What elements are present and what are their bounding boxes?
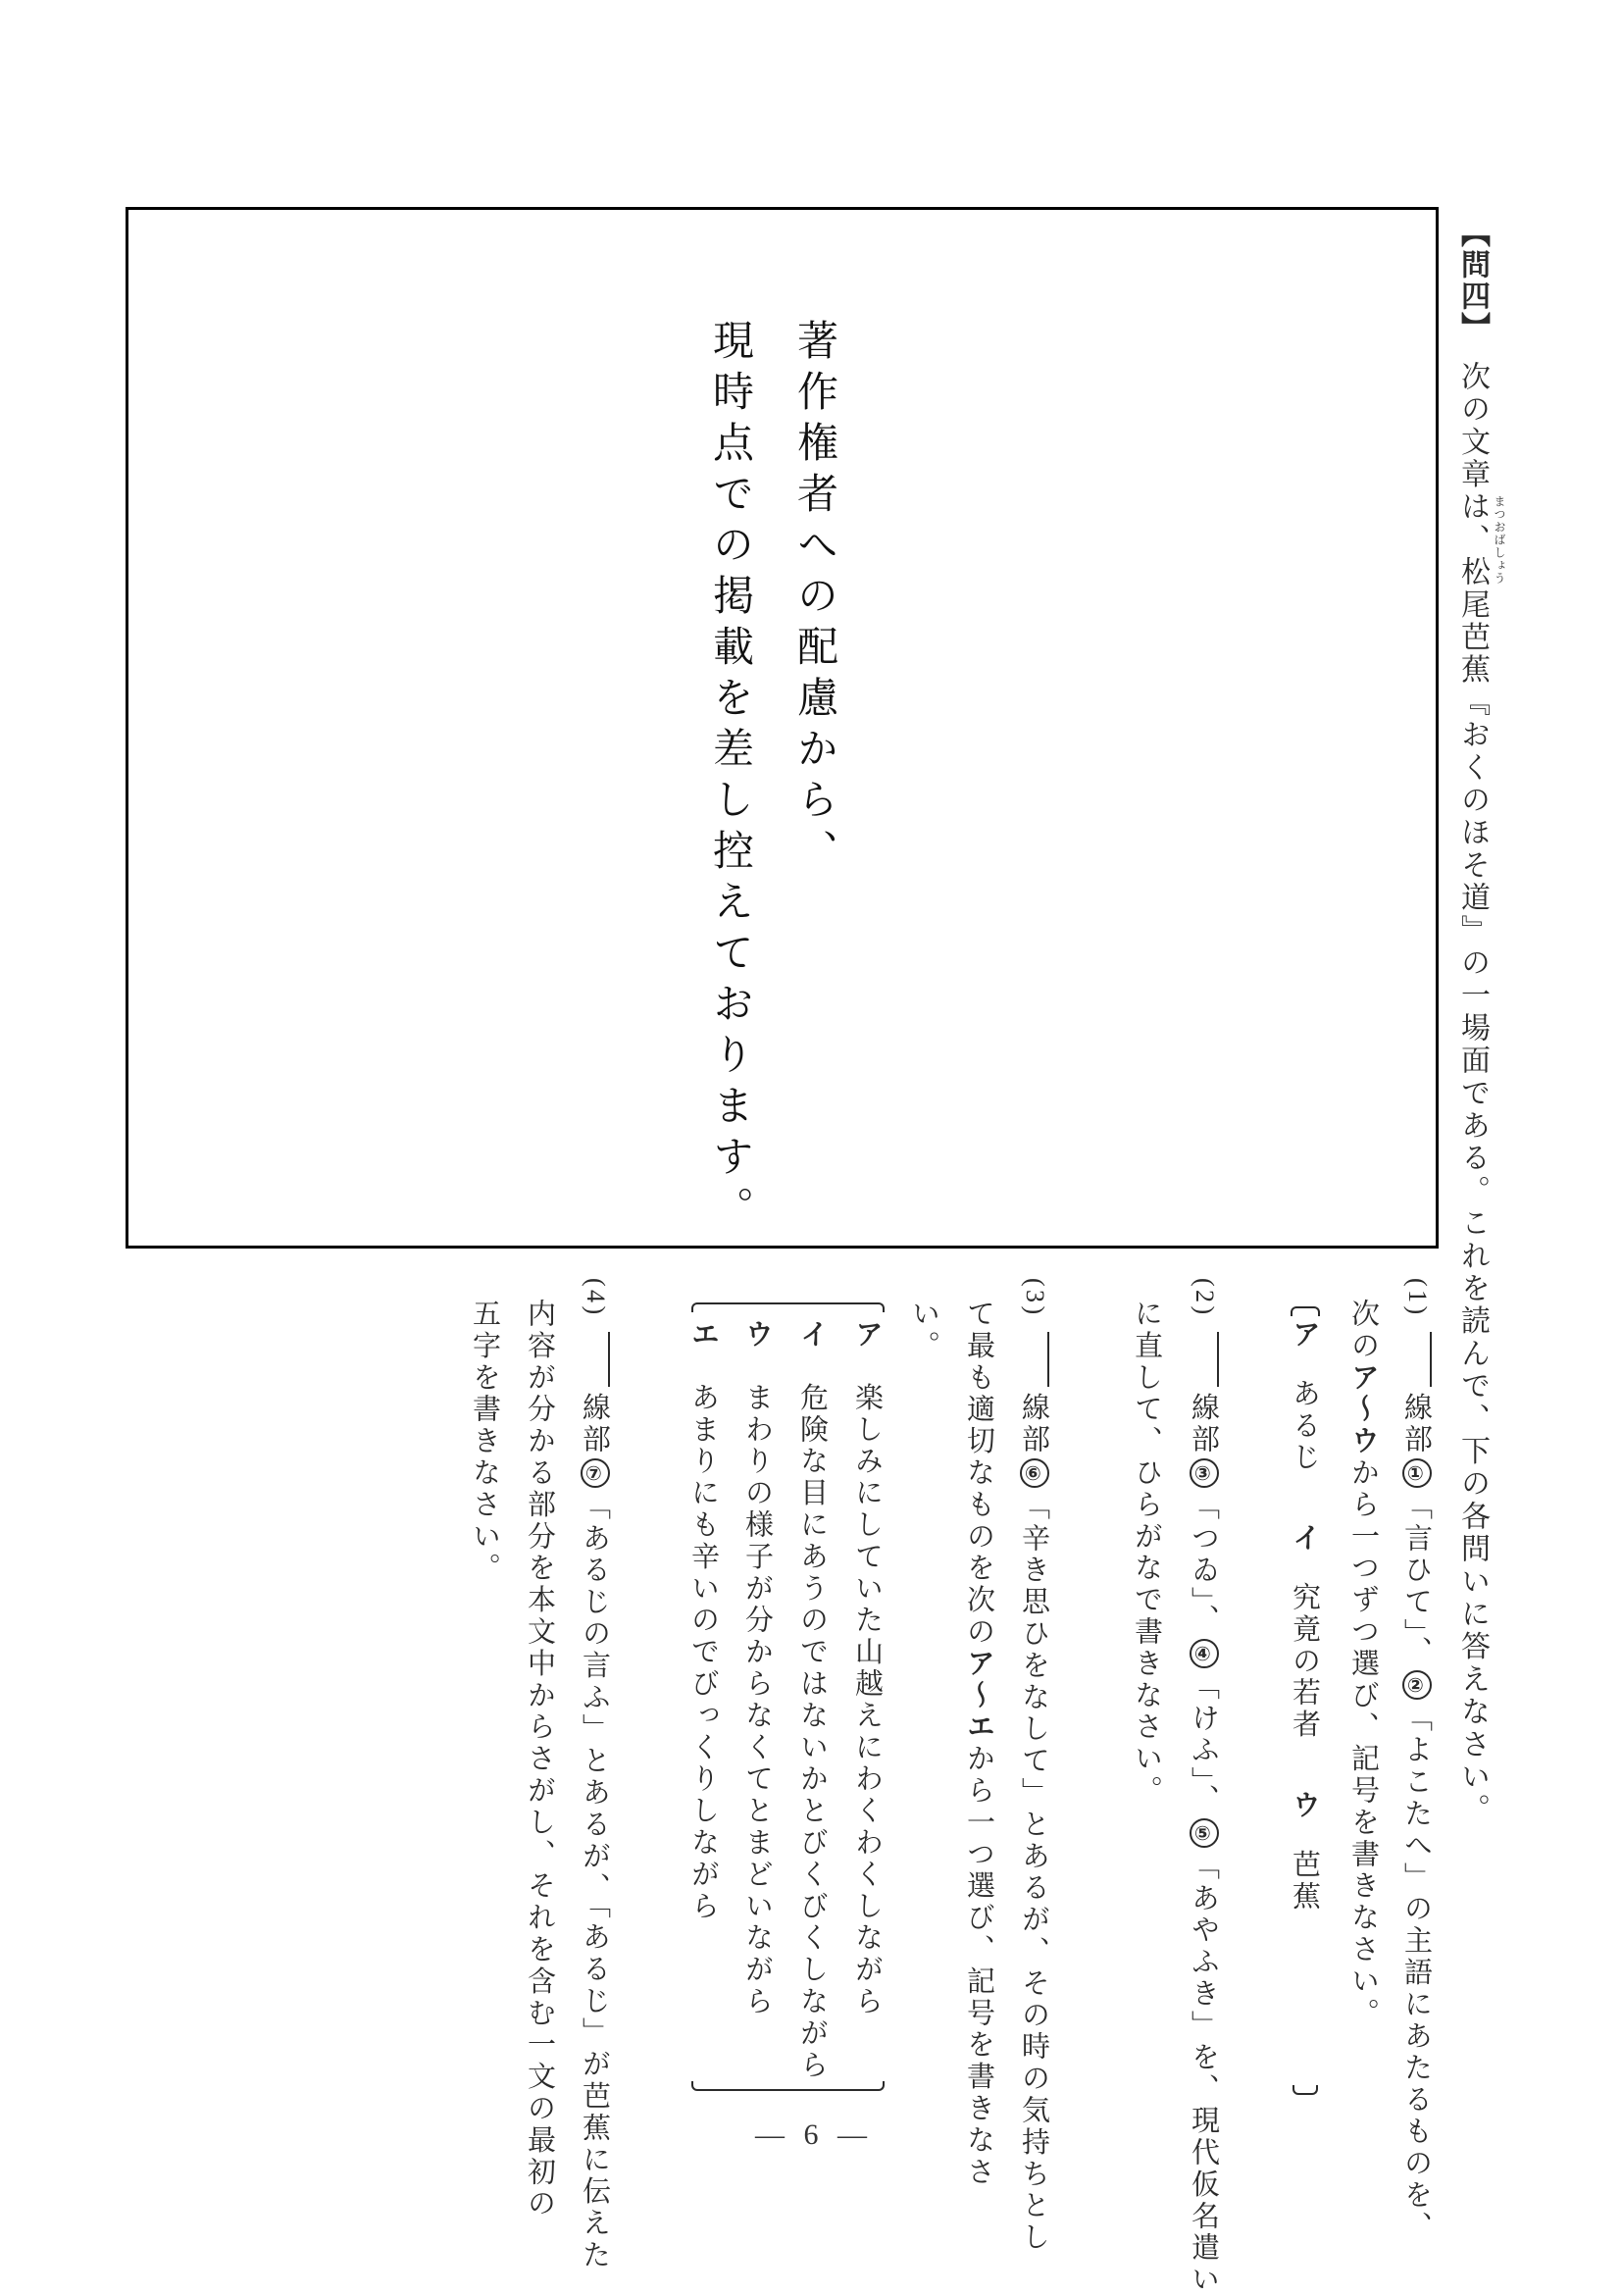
- choice-label: ア: [1289, 1319, 1322, 1352]
- question-number: (3): [1021, 1278, 1049, 1318]
- question-3-line3: い。: [908, 1299, 941, 1362]
- choice-i: [796, 1319, 830, 2082]
- question-2: (2)線部③「つゐ」、④「けふ」、⑤「あやふき」を、現代仮名遣い: [1188, 1278, 1221, 2296]
- author-ruby: まつおばしょう: [1493, 495, 1506, 585]
- author-name: 松尾芭蕉: [1455, 556, 1490, 688]
- marker-5: ⑤: [1190, 1818, 1219, 1848]
- question-1: (1)線部①「言ひて」、②「よこたへ」の主語にあたるものを、: [1400, 1278, 1434, 2244]
- question-1-line2: 次のア〜ウから一つずつ選び、記号を書きなさい。: [1347, 1299, 1381, 2030]
- underline-mark: [1217, 1332, 1219, 1387]
- marker-7: ⑦: [581, 1458, 610, 1488]
- instruction-part1: 次の文章は、: [1455, 361, 1490, 557]
- choice-text: まわりの様子が分からなくてとまどいながら: [741, 1382, 775, 2018]
- passage-box: [126, 207, 1439, 1249]
- marker-2: ②: [1402, 1670, 1432, 1700]
- choice-a: [851, 1319, 885, 2018]
- page-number: ― 6 ―: [755, 2118, 873, 2151]
- marker-6: ⑥: [1020, 1458, 1049, 1488]
- marker-4: ④: [1190, 1639, 1219, 1668]
- choice-text: 危険な目にあうのではないかとびくびくしながら: [796, 1382, 830, 2082]
- underline-mark: [1047, 1332, 1049, 1387]
- choice-label: イ: [796, 1319, 830, 1352]
- instruction-part2: の一場面である。これを読んで、下の各問いに答えなさい。: [1455, 946, 1490, 1827]
- question-4-line2: 内容が分かる部分を本文中からさがし、それを含む一文の最初の: [524, 1299, 557, 2220]
- choice-label: ウ: [741, 1319, 775, 1352]
- question-number: (2): [1191, 1278, 1219, 1318]
- question-number: (1): [1403, 1278, 1432, 1318]
- marker-1: ①: [1402, 1458, 1432, 1488]
- choice-label: ア: [851, 1319, 885, 1352]
- choice-label: ウ: [1289, 1790, 1322, 1822]
- choice-range: ア〜ウ: [1347, 1361, 1381, 1458]
- question-4-line3: 五字を書きなさい。: [469, 1299, 502, 1585]
- choice-bracket-top: [691, 1302, 885, 1312]
- choice-range: ア〜エ: [963, 1648, 996, 1744]
- question-1-choices: [1289, 1319, 1322, 1913]
- question-2-line2: に直して、ひらがなで書きなさい。: [1131, 1299, 1164, 1808]
- choice-label: エ: [687, 1319, 721, 1352]
- copyright-notice-line1: 著作権者への配慮から、: [791, 319, 839, 880]
- copyright-notice-line2: 現時点での掲載を差し控えております。: [707, 319, 755, 1237]
- question-3: (3)線部⑥「辛き思ひをなして」とあるが、その時の気持ちとし: [1018, 1278, 1051, 2254]
- question-number: (4): [582, 1278, 610, 1318]
- underline-mark: [1430, 1332, 1432, 1387]
- choice-text: 究竟の若者: [1289, 1582, 1322, 1742]
- choice-text: 芭蕉: [1289, 1849, 1322, 1913]
- question-4: (4)線部⑦「あるじの言ふ」とあるが、「あるじ」が芭蕉に伝えた: [579, 1278, 612, 2271]
- marker-3: ③: [1190, 1458, 1219, 1488]
- work-title: 『おくのほそ道』: [1455, 687, 1490, 947]
- question-3-line2: て最も適切なものを次のア〜エから一つ選び、記号を書きなさ: [963, 1299, 996, 2189]
- choice-e: [687, 1319, 721, 1923]
- question-header: [1455, 218, 1490, 1827]
- choice-bracket-top: [1291, 1306, 1320, 1316]
- choice-text: あまりにも辛いのでびっくりしながら: [687, 1382, 721, 1923]
- choice-text: 楽しみにしていた山越えにわくわくしながら: [851, 1382, 885, 2018]
- underline-mark: [608, 1332, 610, 1387]
- question-tag: 【問四】: [1455, 218, 1490, 343]
- choice-u: [741, 1319, 775, 2018]
- choice-label: イ: [1289, 1522, 1322, 1556]
- choice-bracket-bottom: [1293, 2085, 1318, 2095]
- choice-bracket-bottom: [691, 2081, 885, 2091]
- choice-text: あるじ: [1289, 1378, 1322, 1474]
